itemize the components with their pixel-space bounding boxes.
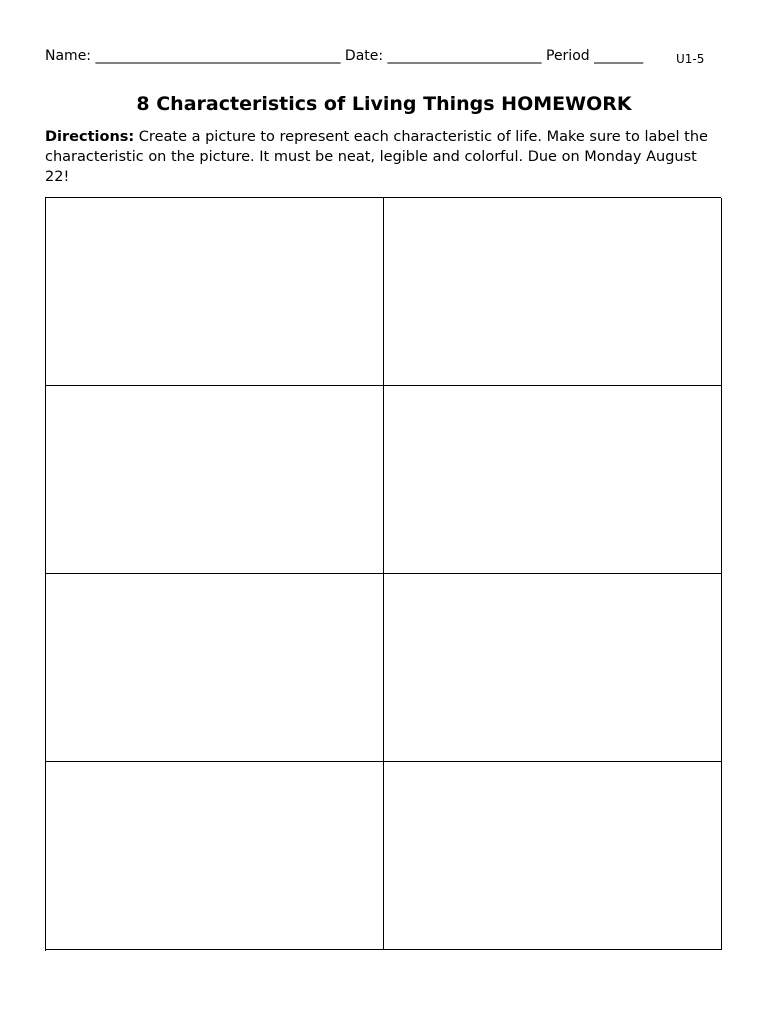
drawing-box-4 (384, 386, 722, 574)
drawing-grid (45, 197, 721, 951)
drawing-box-7 (46, 762, 384, 950)
directions-text: Create a picture to represent each characteristic of life. Make sure to label the characteristic on the picture. It must be neat, legible and colorful. Due on Monday August 22! (45, 129, 708, 185)
drawing-box-1 (46, 198, 384, 386)
drawing-box-3 (46, 386, 384, 574)
page-title: 8 Characteristics of Living Things HOMEWORK (136, 93, 632, 115)
directions-label: Directions: (45, 129, 135, 145)
directions-paragraph (45, 127, 725, 187)
drawing-box-6 (384, 574, 722, 762)
drawing-box-2 (384, 198, 722, 386)
name-date-period-line: Name: ___________________________________ Date: ______________________ Period _______ (45, 48, 644, 64)
document-code: U1-5 (676, 52, 705, 66)
drawing-box-5 (46, 574, 384, 762)
drawing-box-8 (384, 762, 722, 950)
